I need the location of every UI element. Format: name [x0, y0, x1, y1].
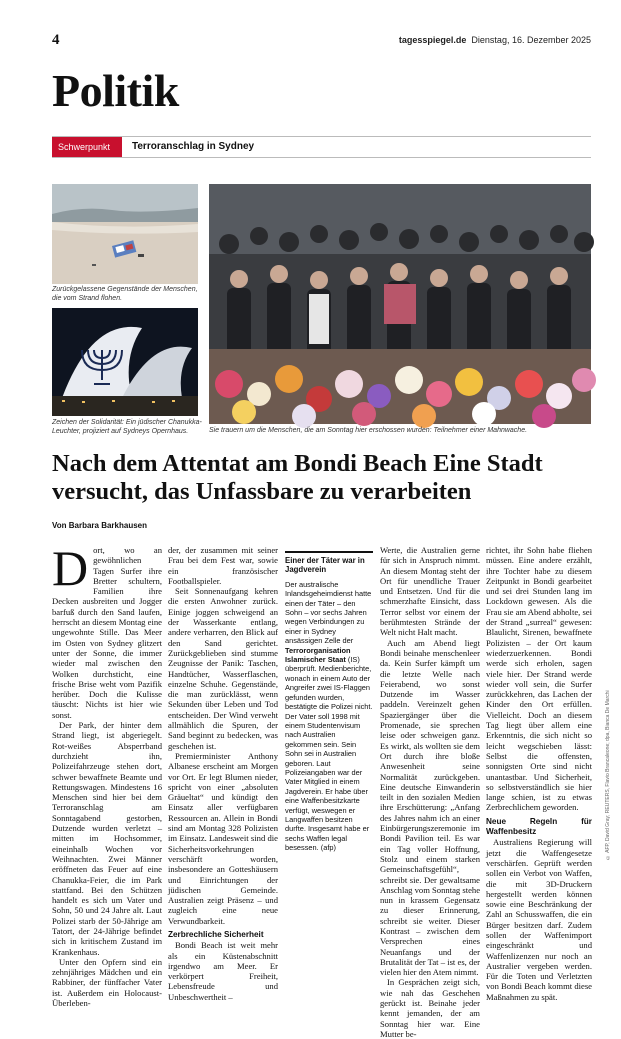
vigil-photo [209, 184, 591, 424]
kicker-label: Schwerpunkt [52, 137, 122, 157]
opera-photo [52, 308, 198, 416]
info-box-text: Der australische Inlandsgeheimdienst hatte einen der Täter – den Sohn – vor sechs Jahren wegen Verbindungen zu einer in Sydney ansässigen Zelle der Terrororganisation Islamischer Staat (IS) überprüft. Medienberichte, wonach in einem Auto der Angreifer zwei IS-Flaggen gefunden wurden, bestätigte die Polizei nicht. Der Vater soll 1998 mit einem Studentenvisum nach Australien gekommen sein. Sein Sohn sei in Australien geboren. Laut Polizeiangaben war der Vater Mitglied in einem Jagdverein. Er habe über eine Waffenbesitzkarte verfügt, weswegen er Langwaffen besitzen durfte. Insgesamt habe er sechs Waffen legal besessen. (afp) [285, 579, 373, 853]
article-paragraph: Werte, die Australien gerne für sich in Anspruch nimmt. An diesem Montag steht der Ort für unendliche Trauer und Entsetzen. Und für die schmerzhafte Einsicht, dass Terror selbst vor einem der berühmtesten Strände der Welt nicht Halt macht. [380, 545, 480, 638]
masthead-date: Dienstag, 16. Dezember 2025 [471, 35, 591, 45]
page-number: 4 [52, 32, 60, 48]
masthead [399, 35, 591, 45]
article-paragraph: Unter den Opfern sind ein zehnjähriges Mädchen und ein Rabbiner, der fünffacher Vater ist. Außerdem ein Holocaust-Überleben- [52, 956, 162, 1009]
byline: Von Barbara Barkhausen [52, 521, 147, 530]
kicker-bar [52, 136, 591, 158]
section-title: Politik [52, 65, 179, 116]
article-paragraph: Der Park, der hinter dem Strand liegt, ist abgeriegelt. Rot-weißes Absperrband durchzieht ihn, Polizeifahrzeuge stehen dort, schwer bewaffnete Beamte und Rettungswagen. Mindestens 16 Menschen sind hier bei dem Terroranschlag am Sonntagabend gestorben, Dutzende wurden verletzt – mitten im Hochsommer, eineinhalb Wochen vor Weihnachten. Zwei Männer eröffneten das Feuer auf eine Chanukka-Feier, die im Park stattfand. Bei den Schützen handelt es sich um Vater und Sohn, 50 und 24 Jahre alt. Laut Polizei starb der 50-Jährige am Tatort, der 24-Jährige befindet sich in kritischem Zustand im Krankenhaus. [52, 720, 162, 957]
article-headline [52, 450, 592, 506]
article-paragraph: Seit Sonnenaufgang kehren die ersten Anwohner zurück. Einige joggen schweigend an der Wasserkante entlang, andere verharren, den Blick auf den Sand gerichtet. Zurückgeblieben sind stumme Zeugnisse der Panik: Taschen, Handtücher, Wasserflaschen, einzelne Schuhe. Gegenstände, die man zurücklässt, wenn Sekunden über Leben und Tod entscheiden. Der Wind verweht allmählich die Spuren, der Sand beginnt zu bedecken, was geschehen ist. [168, 586, 278, 751]
article-paragraph: Auch am Abend liegt Bondi beinahe menschenleer da. Kein Surfer kämpft um die letzte Welle nach Feierabend, wo sonst Dutzende im Wasser paddeln. Vereinzelt gehen Spaziergänger über die Promenade, sie sprechen leise oder schweigen ganz. Es wirkt, als wollten sie dem Ort durch ihre bloße Anwesenheit seine Normalität zurückgeben. Eine deutsche Einwanderin teilt in den sozialen Medien ihre Erschütterung: „Anfang des Jahres nahm ich an einer Einbürgerungszeremonie im Bondi Pavilion teil. Es war ein Tag voller Hoffnung, Stolz und einem starken Gemeinschaftsgefühl“, schreibt sie. Der gewaltsame Anschlag vom Sonntag stehe nun in krassem Gegensatz zu dieser Erinnerung, schreibt sie weiter. Dieser Kontrast – zwischen dem Versprechen eines Neuanfangs und der Brutalität der Tat – ist es, der vielen hier den Atem nimmt. [380, 637, 481, 978]
article-paragraph: In Gesprächen zeigt sich, wie nah das Geschehen gerückt ist. Beinahe jeder kennt jemanden, der am Sonntag hier war. Eine Mutter be- [380, 977, 480, 1039]
article-column-1 [52, 540, 162, 1009]
beach-caption: Zurückgelassene Gegenstände der Menschen, die vom Strand flohen. [52, 286, 198, 302]
article-paragraph: Bondi Beach ist weit mehr als ein Küstenabschnitt irgendwo am Meer. Er verkörpert Freiheit, Lebensfreude und Unbeschwertheit – [168, 940, 278, 1002]
article-paragraph: der, der zusammen mit seiner Frau bei dem Fest war, sowie ein französischer Footballspieler. [168, 545, 278, 586]
article-paragraph: Australiens Regierung will jetzt die Waffengesetze verschärfen. Geprüft werden sollen ein Verbot von Waffen, die mit 3D-Druckern hergestellt werden können sowie eine Beschränkung der Zahl an Schusswaffen, die ein Bürger besitzen darf. Zudem sollen der Waffenimport eingeschränkt und Waffenlizenzen nur noch an Australier vergeben werden. Für die Toten und Verletzten von Bondi Beach kommt diese Maßnahmen zu spät. [486, 837, 592, 1002]
article-paragraph: Premierminister Anthony Albanese erscheint am Morgen vor Ort. Er legt Blumen nieder, spricht von einer „absoluten Gräueltat“ und kündigt den Einsatz aller verfügbaren Ressourcen an. Allein in Bondi sind am Montag 328 Polizisten im Einsatz. Landesweit sind die Sicherheitsvorkehrungen verschärft worden, insbesondere an Gotteshäusern und Einrichtungen der jüdischen Gemeinde. Australien zeigt Präsenz – und zugleich eine neue Verwundbarkeit. [168, 750, 278, 926]
subheading: Neue Regeln für Waffenbesitz [486, 816, 592, 837]
dropcap: D [52, 540, 89, 596]
masthead-site[interactable]: tagesspiegel.de [398, 35, 467, 45]
article-column-4 [380, 545, 480, 1039]
article-column-2 [168, 545, 278, 1002]
photo-credit: © AFP, David Gray; REUTERS, Flavio Brancaleone; dpa, Bianca De Marchi [605, 690, 611, 860]
headline-bold: Nach dem Attentat am Bondi Beach [52, 450, 427, 477]
article-paragraph: richtet, ihr Sohn habe fliehen müssen. Eine andere erzählt, ihre Tochter habe zu diesem Zeitpunkt in Bondi gearbeitet und sei drei Stunden lang im Lockdown gewesen. Als die Frau sie am Abend abholte, sei der Strand „surreal“ gewesen: Blaulicht, Sirenen, bewaffnete Polizisten – der Ort kaum wiederzuerkennen. Bondi werde sich erholen, sagen viele hier. Der Strand werde wieder voll sein, die Surfer zurückkehren, das Lachen der Kinder den Ort erfüllen. Vielleicht. Doch an diesem Tag liegt über allem eine Erkenntnis, die sich nicht so leicht wegschieben lässt: Selbst die offensten, sonnigsten Orte sind nicht unantastbar. Und Sicherheit, so selbstverständlich sie hier lange schien, ist zu etwas Zerbrechlichem geworden. [486, 545, 592, 813]
article-column-5 [486, 545, 592, 1002]
headline-rest: Eine Stadt versucht, das Unfassbare zu verarbeiten [52, 450, 543, 505]
info-box-title: Einer der Täter war in Jagdverein [285, 556, 365, 575]
article-paragraph: Dort, wo an gewöhnlichen Tagen Surfer ihre Bretter schultern, Familien ihre Decken ausbreiten und Jogger barfuß durch den Sand laufen, herrscht an diesem Montag eine ungewohnte Stille. Das Meer im Osten von Sydney glitzert unter der Sonne, die immer wieder mal zwischen den Wolken durchsticht, eine frische Brise weht vom Pazifik herüber. Doch die Kulisse täuscht: Nichts ist hier wie sonst. [52, 540, 162, 720]
opera-caption: Zeichen der Solidarität: Ein jüdischer Chanukka-Leuchter, projiziert auf Sydneys Opernhaus. [52, 419, 202, 435]
kicker-topic: Terroranschlag in Sydney [132, 141, 255, 152]
info-box [285, 551, 373, 853]
vigil-caption: Sie trauern um die Menschen, die am Sonntag hier erschossen wurden: Teilnehmer einer Mahnwache. [209, 427, 528, 434]
subheading: Zerbrechliche Sicherheit [168, 929, 264, 939]
beach-photo [52, 184, 198, 284]
